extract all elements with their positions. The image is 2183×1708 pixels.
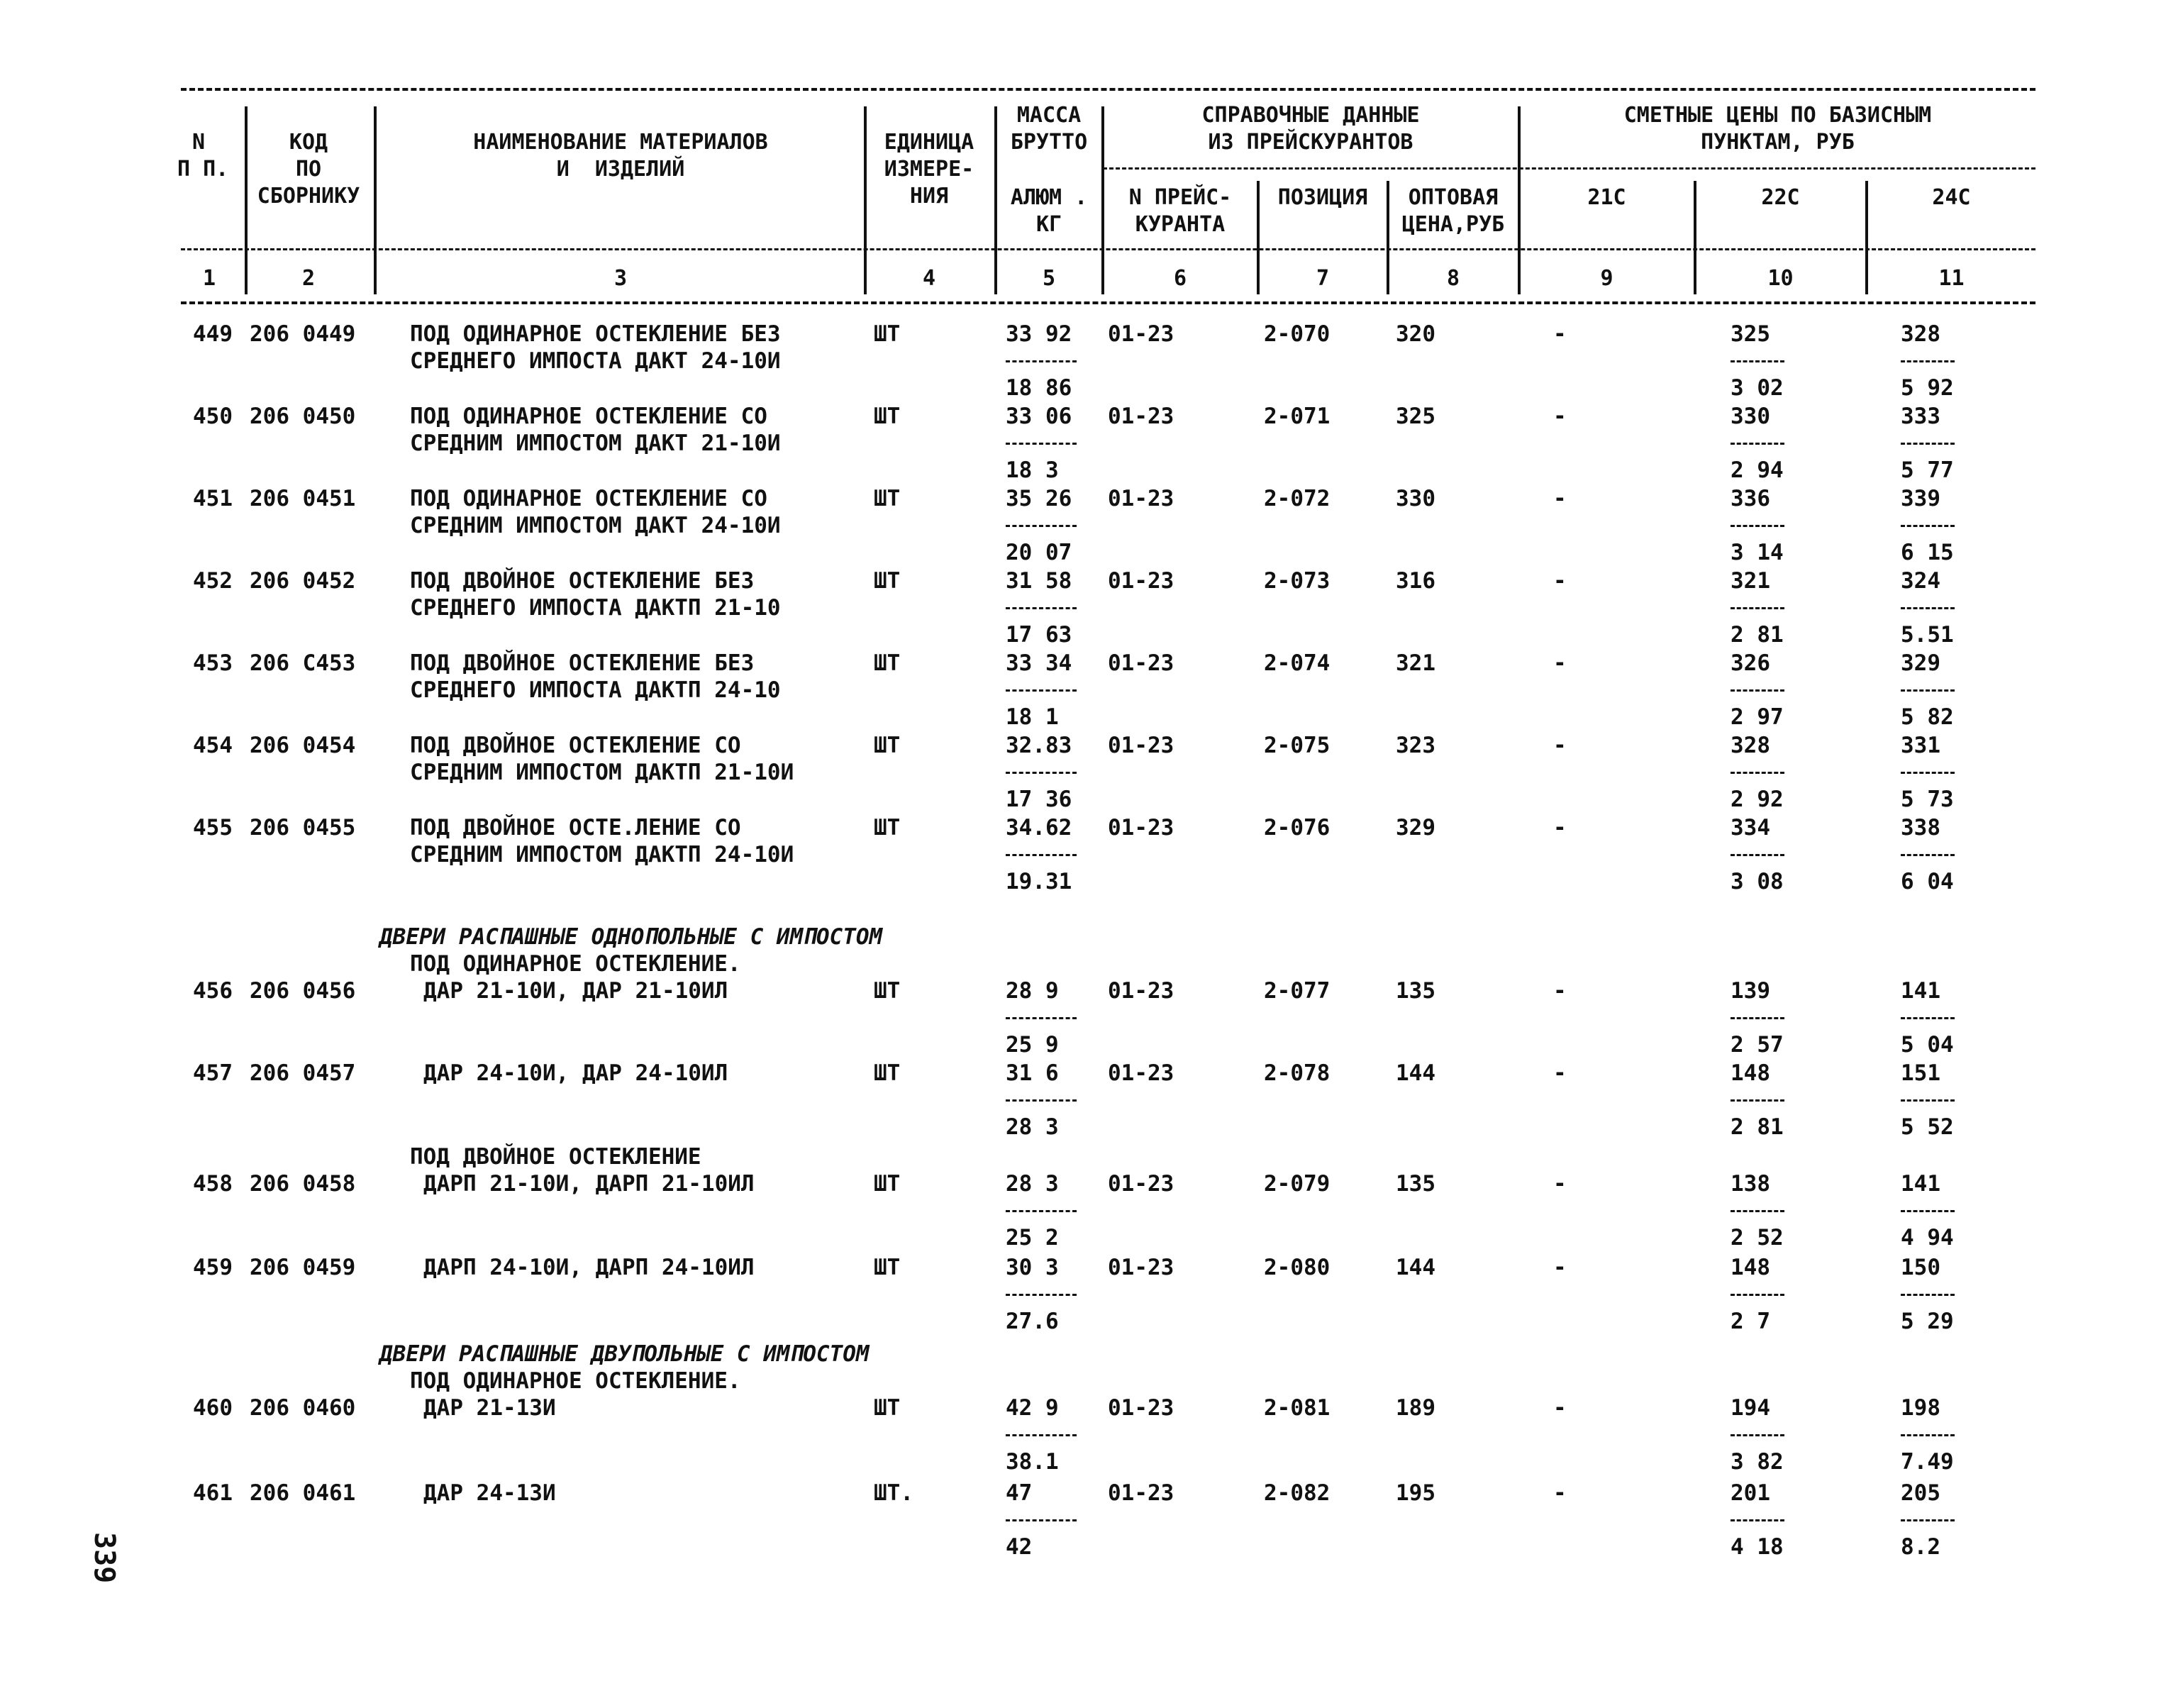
price-fraction-line <box>1731 607 1784 609</box>
row-price-list: 01-23 <box>1108 815 1174 841</box>
row-name-line2: СРЕДНИМ ИМПОСТОМ ДАКТ 24-10И <box>410 513 781 538</box>
row-number: 454 <box>193 733 233 758</box>
row-price-21c: - <box>1553 1171 1567 1197</box>
row-mass-aluminium: 18 3 <box>1006 458 1059 483</box>
row-price-24c-sub: 5 04 <box>1901 1032 1954 1058</box>
row-wholesale-price: 144 <box>1396 1255 1435 1280</box>
row-name-line2: СРЕДНИМ ИМПОСТОМ ДАКТП 21-10И <box>410 760 794 785</box>
row-price-list: 01-23 <box>1108 1480 1174 1506</box>
row-name: ДАР 21-13И <box>423 1395 556 1421</box>
header-col3: НАИМЕНОВАНИЕ МАТЕРИАЛОВ И ИЗДЕЛИЙ <box>473 130 768 182</box>
mass-fraction-line <box>1006 772 1077 774</box>
row-name: ПОД ДВОЙНОЕ ОСТЕ.ЛЕНИЕ СО <box>410 815 741 841</box>
price-fraction-line <box>1731 525 1784 527</box>
row-price-22c-sub: 2 52 <box>1731 1225 1784 1250</box>
price-fraction-line <box>1901 689 1955 692</box>
row-position: 2-074 <box>1264 650 1331 676</box>
section-title-single: ДВЕРИ РАСПАШНЫЕ ОДНОПОЛЬНЫЕ С ИМПОСТОМ <box>379 924 883 950</box>
row-unit: ШТ <box>874 815 901 841</box>
row-number: 459 <box>193 1255 233 1280</box>
price-fraction-line <box>1901 525 1955 527</box>
mass-fraction-line <box>1006 1210 1077 1212</box>
header-col2: КОД ПО СБОРНИКУ <box>257 130 360 209</box>
row-mass-aluminium: 25 2 <box>1006 1225 1059 1250</box>
row-price-list: 01-23 <box>1108 733 1174 758</box>
row-mass-gross: 28 9 <box>1006 978 1059 1004</box>
price-fraction-line <box>1901 1434 1955 1436</box>
price-fraction-line <box>1901 1099 1955 1102</box>
row-position: 2-073 <box>1264 568 1331 594</box>
header-col5-top: МАССА БРУТТО <box>1010 103 1088 155</box>
row-unit: ШТ <box>874 650 901 676</box>
row-price-21c: - <box>1553 650 1567 676</box>
price-fraction-line <box>1731 689 1784 692</box>
colnum-3: 3 <box>613 266 628 291</box>
colnum-8: 8 <box>1446 266 1460 291</box>
colnum-11: 11 <box>1938 266 1965 291</box>
row-name-line2: СРЕДНЕГО ИМПОСТА ДАКТП 24-10 <box>410 677 781 703</box>
row-price-24c-sub: 7.49 <box>1901 1449 1954 1475</box>
row-price-22c-sub: 3 14 <box>1731 540 1784 565</box>
row-price-24c-sub: 6 04 <box>1901 869 1954 894</box>
row-price-24c: 329 <box>1901 650 1940 676</box>
row-code: 206 0451 <box>250 486 356 511</box>
header-mid-rule <box>1103 167 2035 170</box>
row-unit: ШТ <box>874 1395 901 1421</box>
row-name-line2: СРЕДНЕГО ИМПОСТА ДАКТ 24-10И <box>410 348 781 374</box>
row-price-24c: 150 <box>1901 1255 1940 1280</box>
row-price-22c-sub: 4 18 <box>1731 1534 1784 1560</box>
row-name: ДАРП 24-10И, ДАРП 24-10ИЛ <box>423 1255 755 1280</box>
header-group-prices: СМЕТНЫЕ ЦЕНЫ ПО БАЗИСНЫМ ПУНКТАМ, РУБ <box>1623 103 1932 155</box>
row-price-22c: 326 <box>1731 650 1770 676</box>
row-price-22c-sub: 2 7 <box>1731 1309 1770 1334</box>
row-position: 2-082 <box>1264 1480 1331 1506</box>
row-number: 453 <box>193 650 233 676</box>
header-col8: ОПТОВАЯ ЦЕНА,РУБ <box>1401 185 1505 237</box>
row-price-22c: 330 <box>1731 404 1770 429</box>
row-wholesale-price: 316 <box>1396 568 1435 594</box>
row-price-list: 01-23 <box>1108 978 1174 1004</box>
price-fraction-line <box>1731 1434 1784 1436</box>
price-fraction-line <box>1901 360 1955 362</box>
row-price-21c: - <box>1553 815 1567 841</box>
row-price-list: 01-23 <box>1108 321 1174 347</box>
header-col6: N ПРЕЙС- КУРАНТА <box>1128 185 1232 237</box>
header-col5-bottom: АЛЮМ . КГ <box>1010 185 1088 237</box>
row-mass-gross: 42 9 <box>1006 1395 1059 1421</box>
mass-fraction-line <box>1006 525 1077 527</box>
row-wholesale-price: 329 <box>1396 815 1435 841</box>
row-price-24c-sub: 4 94 <box>1901 1225 1954 1250</box>
row-position: 2-071 <box>1264 404 1331 429</box>
row-position: 2-072 <box>1264 486 1331 511</box>
row-price-24c-sub: 5 92 <box>1901 375 1954 401</box>
row-mass-aluminium: 18 1 <box>1006 704 1059 730</box>
header-col1: N П П. <box>177 130 229 182</box>
row-mass-gross: 33 06 <box>1006 404 1072 429</box>
row-name: ПОД ОДИНАРНОЕ ОСТЕКЛЕНИЕ СО <box>410 404 767 429</box>
row-code: 206 0458 <box>250 1171 356 1197</box>
header-col4: ЕДИНИЦА ИЗМЕРЕ- НИЯ <box>884 130 974 209</box>
row-mass-gross: 31 6 <box>1006 1060 1059 1086</box>
row-wholesale-price: 323 <box>1396 733 1435 758</box>
row-price-24c: 328 <box>1901 321 1940 347</box>
header-col11: 24С <box>1932 185 1971 210</box>
row-name: ПОД ОДИНАРНОЕ ОСТЕКЛЕНИЕ СО <box>410 486 767 511</box>
mass-fraction-line <box>1006 1294 1077 1296</box>
row-price-24c: 331 <box>1901 733 1940 758</box>
mass-fraction-line <box>1006 1099 1077 1102</box>
row-mass-aluminium: 19.31 <box>1006 869 1072 894</box>
row-wholesale-price: 195 <box>1396 1480 1435 1506</box>
row-unit: ШТ <box>874 1171 901 1197</box>
row-unit: ШТ <box>874 733 901 758</box>
price-fraction-line <box>1901 1210 1955 1212</box>
row-code: 206 0461 <box>250 1480 356 1506</box>
row-price-21c: - <box>1553 568 1567 594</box>
row-price-22c: 334 <box>1731 815 1770 841</box>
row-price-24c: 205 <box>1901 1480 1940 1506</box>
row-mass-aluminium: 17 63 <box>1006 622 1072 648</box>
price-fraction-line <box>1901 772 1955 774</box>
row-number: 452 <box>193 568 233 594</box>
row-price-22c-sub: 2 97 <box>1731 704 1784 730</box>
colnum-9: 9 <box>1600 266 1613 291</box>
row-mass-gross: 34.62 <box>1006 815 1072 841</box>
row-wholesale-price: 135 <box>1396 1171 1435 1197</box>
row-mass-gross: 33 92 <box>1006 321 1072 347</box>
colnum-1: 1 <box>202 266 216 291</box>
section-sub-double: ПОД ДВОЙНОЕ ОСТЕКЛЕНИЕ <box>410 1144 701 1170</box>
row-mass-gross: 35 26 <box>1006 486 1072 511</box>
row-price-24c-sub: 5 73 <box>1901 787 1954 812</box>
row-code: 206 0454 <box>250 733 356 758</box>
row-price-22c: 336 <box>1731 486 1770 511</box>
row-price-22c: 328 <box>1731 733 1770 758</box>
row-unit: ШТ <box>874 978 901 1004</box>
row-code: 206 0455 <box>250 815 356 841</box>
row-number: 460 <box>193 1395 233 1421</box>
row-name: ДАР 24-13И <box>423 1480 556 1506</box>
row-position: 2-077 <box>1264 978 1331 1004</box>
row-number: 455 <box>193 815 233 841</box>
price-fraction-line <box>1731 360 1784 362</box>
row-name-line2: СРЕДНЕГО ИМПОСТА ДАКТП 21-10 <box>410 595 781 621</box>
row-price-24c: 141 <box>1901 978 1940 1004</box>
row-price-24c-sub: 5 52 <box>1901 1114 1954 1140</box>
row-wholesale-price: 325 <box>1396 404 1435 429</box>
price-fraction-line <box>1901 854 1955 856</box>
row-mass-gross: 28 3 <box>1006 1171 1059 1197</box>
row-position: 2-076 <box>1264 815 1331 841</box>
row-wholesale-price: 189 <box>1396 1395 1435 1421</box>
row-name: ПОД ДВОЙНОЕ ОСТЕКЛЕНИЕ БЕЗ <box>410 568 755 594</box>
price-fraction-line <box>1731 443 1784 445</box>
row-name-line2: СРЕДНИМ ИМПОСТОМ ДАКТ 21-10И <box>410 431 781 456</box>
row-price-22c-sub: 2 81 <box>1731 1114 1784 1140</box>
row-number: 451 <box>193 486 233 511</box>
section-sub-single: ПОД ОДИНАРНОЕ ОСТЕКЛЕНИЕ. <box>410 951 741 977</box>
row-price-24c-sub: 5.51 <box>1901 622 1954 648</box>
row-number: 457 <box>193 1060 233 1086</box>
header-sub-rule <box>181 248 2035 250</box>
row-price-list: 01-23 <box>1108 1171 1174 1197</box>
mass-fraction-line <box>1006 360 1077 362</box>
row-position: 2-075 <box>1264 733 1331 758</box>
header-col9: 21С <box>1587 185 1626 210</box>
row-number: 461 <box>193 1480 233 1506</box>
row-unit: ШТ <box>874 568 901 594</box>
row-price-22c: 201 <box>1731 1480 1770 1506</box>
row-code: 206 0457 <box>250 1060 356 1086</box>
row-price-24c: 333 <box>1901 404 1940 429</box>
row-code: 206 0452 <box>250 568 356 594</box>
row-unit: ШТ <box>874 1255 901 1280</box>
row-price-22c-sub: 3 02 <box>1731 375 1784 401</box>
row-price-24c: 198 <box>1901 1395 1940 1421</box>
row-price-24c: 151 <box>1901 1060 1940 1086</box>
row-price-22c: 148 <box>1731 1255 1770 1280</box>
price-fraction-line <box>1901 1294 1955 1296</box>
row-code: 206 0450 <box>250 404 356 429</box>
row-price-22c: 321 <box>1731 568 1770 594</box>
price-fraction-line <box>1731 1294 1784 1296</box>
mass-fraction-line <box>1006 1519 1077 1521</box>
row-price-22c-sub: 2 94 <box>1731 458 1784 483</box>
colnum-7: 7 <box>1316 266 1330 291</box>
row-price-24c-sub: 5 77 <box>1901 458 1954 483</box>
row-name: ПОД ДВОЙНОЕ ОСТЕКЛЕНИЕ СО <box>410 733 741 758</box>
section-sub-double-leaf: ПОД ОДИНАРНОЕ ОСТЕКЛЕНИЕ. <box>410 1368 741 1394</box>
price-fraction-line <box>1731 1017 1784 1019</box>
row-price-21c: - <box>1553 486 1567 511</box>
row-name: ДАРП 21-10И, ДАРП 21-10ИЛ <box>423 1171 755 1197</box>
row-price-21c: - <box>1553 321 1567 347</box>
row-price-24c: 141 <box>1901 1171 1940 1197</box>
row-name-line2: СРЕДНИМ ИМПОСТОМ ДАКТП 24-10И <box>410 842 794 867</box>
row-wholesale-price: 321 <box>1396 650 1435 676</box>
section-title-double-leaf: ДВЕРИ РАСПАШНЫЕ ДВУПОЛЬНЫЕ С ИМПОСТОМ <box>379 1341 870 1367</box>
row-name: ПОД ОДИНАРНОЕ ОСТЕКЛЕНИЕ БЕЗ <box>410 321 781 347</box>
row-price-22c: 325 <box>1731 321 1770 347</box>
row-wholesale-price: 320 <box>1396 321 1435 347</box>
row-position: 2-079 <box>1264 1171 1331 1197</box>
header-group-ref: СПРАВОЧНЫЕ ДАННЫЕ ИЗ ПРЕЙСКУРАНТОВ <box>1201 103 1420 155</box>
row-price-21c: - <box>1553 1395 1567 1421</box>
price-fraction-line <box>1901 1519 1955 1521</box>
row-price-list: 01-23 <box>1108 650 1174 676</box>
row-number: 450 <box>193 404 233 429</box>
row-mass-aluminium: 17 36 <box>1006 787 1072 812</box>
row-name: ПОД ДВОЙНОЕ ОСТЕКЛЕНИЕ БЕЗ <box>410 650 755 676</box>
row-price-24c-sub: 5 82 <box>1901 704 1954 730</box>
row-wholesale-price: 144 <box>1396 1060 1435 1086</box>
row-name: ДАР 24-10И, ДАР 24-10ИЛ <box>423 1060 728 1086</box>
row-price-22c: 139 <box>1731 978 1770 1004</box>
row-price-22c-sub: 2 92 <box>1731 787 1784 812</box>
price-fraction-line <box>1731 854 1784 856</box>
row-price-21c: - <box>1553 1255 1567 1280</box>
row-number: 449 <box>193 321 233 347</box>
row-mass-aluminium: 20 07 <box>1006 540 1072 565</box>
row-unit: ШТ <box>874 1060 901 1086</box>
row-price-list: 01-23 <box>1108 1060 1174 1086</box>
row-price-list: 01-23 <box>1108 1255 1174 1280</box>
row-position: 2-080 <box>1264 1255 1331 1280</box>
row-price-24c-sub: 6 15 <box>1901 540 1954 565</box>
row-position: 2-070 <box>1264 321 1331 347</box>
row-code: 206 0449 <box>250 321 356 347</box>
row-number: 458 <box>193 1171 233 1197</box>
row-price-22c: 138 <box>1731 1171 1770 1197</box>
page-number: 339 <box>88 1532 121 1584</box>
row-price-21c: - <box>1553 733 1567 758</box>
row-price-22c: 148 <box>1731 1060 1770 1086</box>
row-price-22c-sub: 3 08 <box>1731 869 1784 894</box>
row-mass-aluminium: 27.6 <box>1006 1309 1059 1334</box>
row-unit: ШТ <box>874 404 901 429</box>
row-price-24c: 324 <box>1901 568 1940 594</box>
mass-fraction-line <box>1006 1434 1077 1436</box>
row-price-22c-sub: 2 81 <box>1731 622 1784 648</box>
row-mass-gross: 32.83 <box>1006 733 1072 758</box>
row-mass-aluminium: 42 <box>1006 1534 1033 1560</box>
row-mass-aluminium: 25 9 <box>1006 1032 1059 1058</box>
price-fraction-line <box>1731 1210 1784 1212</box>
row-price-list: 01-23 <box>1108 1395 1174 1421</box>
row-price-22c-sub: 2 57 <box>1731 1032 1784 1058</box>
row-code: 206 0456 <box>250 978 356 1004</box>
mass-fraction-line <box>1006 689 1077 692</box>
colnum-4: 4 <box>922 266 936 291</box>
row-name: ДАР 21-10И, ДАР 21-10ИЛ <box>423 978 728 1004</box>
row-mass-gross: 33 34 <box>1006 650 1072 676</box>
row-price-24c-sub: 5 29 <box>1901 1309 1954 1334</box>
row-code: 206 0460 <box>250 1395 356 1421</box>
row-price-21c: - <box>1553 1060 1567 1086</box>
row-price-22c-sub: 3 82 <box>1731 1449 1784 1475</box>
row-mass-gross: 30 3 <box>1006 1255 1059 1280</box>
row-price-21c: - <box>1553 404 1567 429</box>
row-code: 206 С453 <box>250 650 356 676</box>
price-fraction-line <box>1901 607 1955 609</box>
mass-fraction-line <box>1006 854 1077 856</box>
row-price-list: 01-23 <box>1108 404 1174 429</box>
row-price-21c: - <box>1553 978 1567 1004</box>
price-fraction-line <box>1901 1017 1955 1019</box>
price-fraction-line <box>1731 1099 1784 1102</box>
header-top-rule <box>181 88 2035 91</box>
colnum-10: 10 <box>1767 266 1794 291</box>
price-fraction-line <box>1731 772 1784 774</box>
mass-fraction-line <box>1006 607 1077 609</box>
row-wholesale-price: 135 <box>1396 978 1435 1004</box>
header-col7: ПОЗИЦИЯ <box>1277 185 1368 210</box>
row-price-list: 01-23 <box>1108 568 1174 594</box>
row-unit: ШТ. <box>874 1480 913 1506</box>
mass-fraction-line <box>1006 1017 1077 1019</box>
row-price-24c: 338 <box>1901 815 1940 841</box>
row-unit: ШТ <box>874 486 901 511</box>
header-bottom-rule <box>181 301 2035 304</box>
colnum-6: 6 <box>1173 266 1187 291</box>
row-unit: ШТ <box>874 321 901 347</box>
row-mass-aluminium: 28 3 <box>1006 1114 1059 1140</box>
row-price-list: 01-23 <box>1108 486 1174 511</box>
colnum-2: 2 <box>301 266 316 291</box>
colnum-5: 5 <box>1042 266 1056 291</box>
row-position: 2-078 <box>1264 1060 1331 1086</box>
row-code: 206 0459 <box>250 1255 356 1280</box>
mass-fraction-line <box>1006 443 1077 445</box>
row-price-24c-sub: 8.2 <box>1901 1534 1940 1560</box>
row-mass-gross: 47 <box>1006 1480 1033 1506</box>
row-number: 456 <box>193 978 233 1004</box>
row-price-21c: - <box>1553 1480 1567 1506</box>
row-price-24c: 339 <box>1901 486 1940 511</box>
row-price-22c: 194 <box>1731 1395 1770 1421</box>
header-col10: 22С <box>1761 185 1800 210</box>
row-mass-aluminium: 38.1 <box>1006 1449 1059 1475</box>
price-fraction-line <box>1731 1519 1784 1521</box>
price-fraction-line <box>1901 443 1955 445</box>
row-mass-gross: 31 58 <box>1006 568 1072 594</box>
row-mass-aluminium: 18 86 <box>1006 375 1072 401</box>
row-wholesale-price: 330 <box>1396 486 1435 511</box>
row-position: 2-081 <box>1264 1395 1331 1421</box>
